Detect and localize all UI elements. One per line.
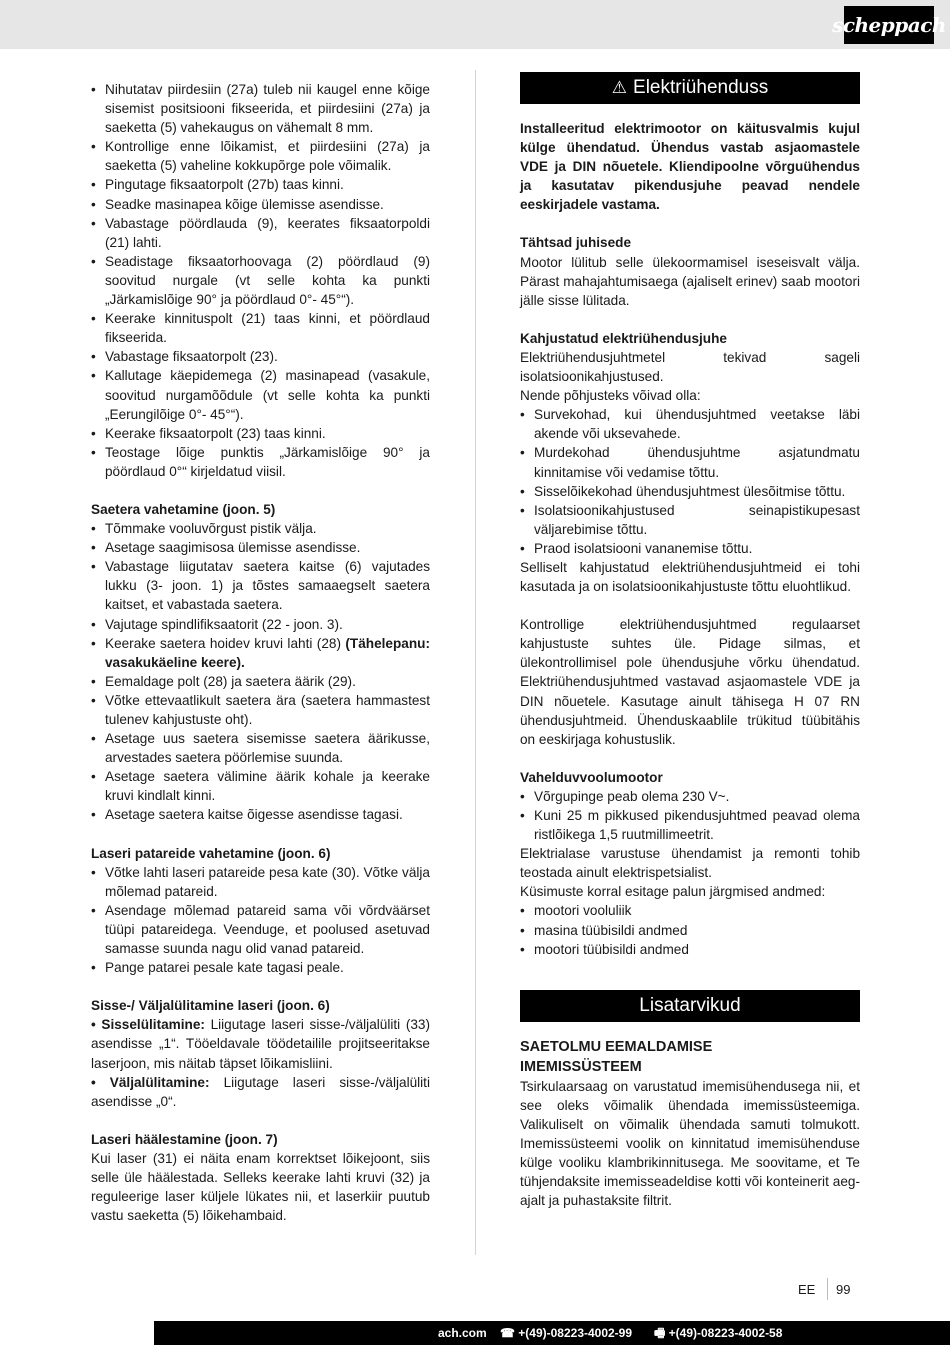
list-item: • Võtke lahti laseri patareide pesa kate (30). Võtke välja mõlemad patareid.: [91, 863, 430, 901]
switch-on-label: • Sisselülitamine:: [91, 1017, 205, 1033]
list-item-bold: (Tähelepanu: vasakukäeline keere).: [105, 635, 430, 670]
list-item: • Kontrollige enne lõikamist, et piirdesiini (27a) ja saeketta (5) vaheline kokkupõrge pole võimalik.: [91, 137, 430, 175]
battery-list: [91, 863, 430, 978]
header-bar: [0, 0, 950, 49]
list-item: • Seadke masinapea kõige ülemisse asendisse.: [91, 195, 430, 214]
ac-list: [520, 787, 860, 844]
list-item: • Keerake kinnituspolt (21) taas kinni, et pöördlaud fikseerida.: [91, 309, 430, 347]
damaged-text-1: Elektriühendusjuhtmetel tekivad sageli isolatsioonikahjustused.: [520, 349, 860, 385]
list-item: • Asetage saetera kaitse õigesse asendisse tagasi.: [91, 805, 430, 824]
check-text: Kontrollige elektriühendusjuhtmed regulaarset kahjustuste suhtes üle. Pidage silmas, et ülekontrollimisel pole ühendusjuhe võrku ühendatud. Elektriühendusjuhtmed vastavad asjaomastele VDE ja DIN nõuetele. Kasutage ainult tähisega H 07 RN ühendusjuhtmeid. Ühenduskaablile trükitud tüübitähis on eeskirjaga kohustuslik.: [520, 617, 860, 747]
list-item: • mootori tüübisildi andmed: [520, 940, 860, 959]
list-item: • mootori vooluliik: [520, 901, 860, 920]
list-item: • Isolatsioonikahjustused seinapistikupesast väljarebimise tõttu.: [520, 501, 860, 539]
damaged-list: [520, 405, 860, 558]
list-item: • Keerake fiksaatorpolt (23) taas kinni.: [91, 424, 430, 443]
switch-off-label: • Väljalülitamine:: [91, 1074, 210, 1090]
list-item: • Tõmmake vooluvõrgust pistik välja.: [91, 519, 430, 538]
adjust-text: Kui laser (31) ei näita enam korrektset lõikejoont, siis selle üle häälestada. Selleks keerake lahti kruvi (32) ja reguleerige laser küljele lükates nii, et laserkiir puutub vastu saeketta (5) lõikehambaid.: [91, 1150, 430, 1224]
intro-list: [91, 80, 430, 481]
ac-list-2: [520, 901, 860, 958]
warning-triangle-icon: ⚠: [611, 78, 628, 97]
list-item: • Vabastage pöördlauda (9), keerates fiksaatorpoldi (21) lahti.: [91, 214, 430, 252]
battery-heading: Laseri patareide vahetamine (joon. 6): [91, 845, 331, 861]
electric-title-box: [520, 72, 860, 104]
switch-heading: Sisse-/ Väljalülitamine laseri (joon. 6): [91, 998, 330, 1014]
list-item: • Vabastage fiksaatorpolt (23).: [91, 347, 430, 366]
list-item: • Asetage saetera välimine äärik kohale ja keerake kruvi kindlalt kinni.: [91, 767, 430, 805]
footer-divider: [827, 1278, 828, 1300]
dust-text: Tsirkulaarsaag on varustatud imemisühendusega nii, et see oleks võimalik ühendada imemissüsteemiga. Valikuliselt on võimalik ühendada samuti tolmukott. Imemissüsteemi voolik on kinnitatud imemisühenduse külge vooliku klambrikinnitusega. Me soovitame, et Te tühjendaksite imemisseadeldise kotti või konteinerit aeg-ajalt ja puhastaksite filtrit.: [520, 1078, 860, 1209]
switch-off-paragraph: [91, 1073, 430, 1111]
fax-text: 🖷 +(49)-08223-4002-58: [654, 1326, 783, 1340]
list-item: • Sisselõikekohad ühendusjuhtmest ülesõitmise tõttu.: [520, 482, 860, 501]
dust-heading-line2: IMEMISSÜSTEEM: [520, 1058, 642, 1075]
list-item: • Teostage lõige punktis „Järkamislõige 90° ja pöördlaud 0°“ kirjeldatud viisil.: [91, 443, 430, 481]
column-divider: [475, 70, 476, 1255]
list-item: • Asendage mõlemad patareid sama või võrdväärset tüüpi patareidega. Veenduge, et poolused asetuvad samasse suunda nagu olid vanad patareid.: [91, 901, 430, 958]
switch-on-text: Liigutage laseri sisse-/väljalüliti (33) asendisse „1“. Tööeldavale töödetailile projitseeritakse laserjoon, mis näitab täpset lõikamisliini.: [91, 1017, 431, 1071]
contact-bar: [154, 1321, 950, 1345]
damaged-heading: Kahjustatud elektriühendusjuhe: [520, 330, 727, 346]
ac-heading: Vahelduvvoolumootor: [520, 769, 663, 785]
brand-logo: scheppach: [844, 6, 934, 44]
list-item: • Eemaldage polt (28) ja saetera äärik (29).: [91, 672, 430, 691]
damaged-text-2: Nende põhjusteks võivad olla:: [520, 388, 701, 404]
list-item: • Pange patarei pesale kate tagasi peale.: [91, 958, 430, 977]
list-item: • Nihutatav piirdesiin (27a) tuleb nii kaugel enne kõige sisemist positsiooni fikseerida, et piirdesiini (27a) ja saeketta (5) vahekaugus on vähemalt 8 mm.: [91, 80, 430, 137]
important-heading: Tähtsad juhisede: [520, 235, 632, 251]
list-item: • Vabastage liigutatav saetera kaitse (6) vajutades lukku (3- joon. 1) ja tõstes samaaegselt saetera kaitset, et vabastada saetera.: [91, 557, 430, 614]
damaged-text-3: Selliselt kahjustatud elektriühendusjuhtmeid ei tohi kasutada ja on isolatsioonikahjustuste tõttu eluohtlikud.: [520, 559, 860, 595]
left-column: [91, 80, 430, 1225]
ac-text-2: Küsimuste korral esitage palun järgmised andmed:: [520, 884, 826, 900]
dust-heading-line1: SAETOLMU EEMALDAMISE: [520, 1038, 713, 1055]
blade-heading: Saetera vahetamine (joon. 5): [91, 501, 276, 517]
website-text: ach.com: [438, 1326, 487, 1340]
ac-text-1: Elektrialase varustuse ühendamist ja remonti tohib teostada ainult elektrispetsialist.: [520, 846, 860, 881]
accessories-title-box: [520, 990, 860, 1022]
list-item: • Survekohad, kui ühendusjuhtmed veetakse läbi akende või uksevahede.: [520, 405, 860, 443]
list-item: • Pingutage fiksaatorpolt (27b) taas kinni.: [91, 175, 430, 194]
blade-list: [91, 519, 430, 825]
list-item: • Praod isolatsiooni vananemise tõttu.: [520, 539, 860, 558]
list-item: • Vajutage spindlifiksaatorit (22 - joon. 3).: [91, 615, 430, 634]
list-item: • masina tüübisildi andmed: [520, 921, 860, 940]
list-item: • Kallutage käepidemega (2) masinapead (vasakule, soovitud nurgamõõdule (vt selle kohta ka punkti „Eerungilõige 0°- 45°“).: [91, 366, 430, 423]
list-item: • Seadistage fiksaatorhoovaga (2) pöördlaud (9) soovitud nurgale (vt selle kohta ka punkti „Järkamislõige 90° ja pöördlaud 0°- 45°“).: [91, 252, 430, 309]
list-item: • Võrgupinge peab olema 230 V~.: [520, 787, 860, 806]
electric-intro: Installeeritud elektrimootor on käitusvalmis kujul külge ühendatud. Ühendus vastab asjaomastele VDE ja DIN nõuetele. Kliendipoolne võrguühendus ja kasutatav pikendusjuhe peavad nendele eeskirjadele vastama.: [520, 121, 860, 213]
list-item: • Murdekohad ühendusjuhtme asjatundmatu kinnitamise või vedamise tõttu.: [520, 443, 860, 481]
language-code: EE: [798, 1282, 816, 1297]
adjust-heading: Laseri häälestamine (joon. 7): [91, 1131, 278, 1147]
list-item: • Kuni 25 m pikkused pikendusjuhtmed peavad olema ristlõikega 1,5 ruutmillimeetrit.: [520, 806, 860, 844]
switch-off-text: Liigutage laseri sisse-/väljalüliti asendisse „0“.: [91, 1074, 430, 1109]
electric-title: Elektriühenduss: [633, 77, 769, 98]
switch-on-paragraph: [91, 1015, 430, 1072]
accessories-title: Lisatarvikud: [639, 994, 741, 1016]
list-item-text: Keerake saetera hoidev kruvi lahti (28): [105, 635, 346, 651]
list-item: • Asetage saagimisosa ülemisse asendisse.: [91, 538, 430, 557]
list-item: [91, 634, 430, 672]
right-column: [520, 72, 860, 1210]
page-number: 99: [836, 1282, 851, 1297]
important-text: Mootor lülitub selle ülekoormamisel iseseisvalt välja. Pärast mahajahtumisaega (ajaliselt erinev) saab mootori jälle sisse lülitada.: [520, 254, 860, 308]
list-item: • Asetage uus saetera sisemisse saetera äärikusse, arvestades saetera pöörlemise suunda.: [91, 729, 430, 767]
list-item: • Võtke ettevaatlikult saetera ära (saetera hammastest tulenev kahjustuste oht).: [91, 691, 430, 729]
phone-text: ☎ +(49)-08223-4002-99: [500, 1326, 633, 1340]
